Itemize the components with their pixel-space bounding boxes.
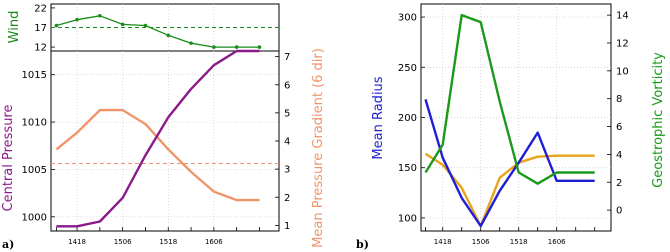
radius-grid xyxy=(421,4,611,231)
y-tick-label: 10 xyxy=(616,66,629,78)
vorticity-y-ticks xyxy=(607,11,629,217)
wind-line xyxy=(56,16,259,47)
vorticity-axis-label: Geostrophic Vorticity xyxy=(651,52,666,188)
y-tick-label: 8 xyxy=(616,94,623,106)
radius-vorticity-panel xyxy=(356,4,666,251)
y-tick-label: 1005 xyxy=(21,164,47,176)
pressure-gradient-y-ticks xyxy=(275,52,290,232)
x-tick-label: 1518 xyxy=(159,238,178,246)
y-tick-label: 12 xyxy=(34,42,47,54)
panel-b-label: b) xyxy=(356,238,369,251)
x-tick-label: 1506 xyxy=(471,238,490,246)
wind-point xyxy=(121,23,125,27)
y-tick-label: 22 xyxy=(34,3,47,15)
x-tick-label: 1418 xyxy=(433,238,452,246)
y-tick-label: 250 xyxy=(397,62,417,74)
y-tick-label: 2 xyxy=(616,177,623,189)
geostrophic-vorticity-line xyxy=(426,15,595,184)
pressure-x-ticks xyxy=(56,227,259,246)
x-tick-label: 1418 xyxy=(68,238,86,246)
wind-axis-label: Wind xyxy=(7,10,22,44)
y-tick-label: 0 xyxy=(616,205,623,217)
y-tick-label: 5 xyxy=(284,108,291,120)
y-tick-label: 150 xyxy=(397,163,417,175)
wind-point xyxy=(212,45,216,49)
wind-panel xyxy=(7,3,279,53)
pressure-gradient-line xyxy=(56,110,259,200)
panel-a-label: a) xyxy=(2,238,15,251)
pressure-panel xyxy=(1,48,326,251)
y-tick-label: 200 xyxy=(397,113,417,124)
mean-radius-line xyxy=(426,99,595,226)
pressure-series xyxy=(56,51,259,226)
pressure-grid xyxy=(51,51,279,231)
wind-point xyxy=(75,18,79,22)
y-tick-label: 12 xyxy=(616,38,629,50)
wind-point xyxy=(166,34,170,38)
central-pressure-axis-label: Central Pressure xyxy=(1,104,16,212)
wind-series xyxy=(55,14,262,49)
radius-x-ticks xyxy=(426,227,595,246)
y-tick-label: 17 xyxy=(34,23,47,34)
central-pressure-y-ticks xyxy=(22,70,55,223)
y-tick-label: 14 xyxy=(616,10,629,22)
y-tick-label: 100 xyxy=(397,213,417,225)
x-tick-label: 1518 xyxy=(509,238,528,246)
y-tick-label: 1015 xyxy=(21,70,47,82)
y-tick-label: 4 xyxy=(284,136,291,148)
wind-point xyxy=(144,24,148,28)
y-tick-label: 1010 xyxy=(21,117,47,129)
y-tick-label: 1 xyxy=(284,220,291,232)
wind-point xyxy=(258,45,262,49)
mean-radius-axis-label: Mean Radius xyxy=(371,76,386,160)
y-tick-label: 6 xyxy=(616,122,623,134)
y-tick-label: 1000 xyxy=(21,212,47,224)
y-tick-label: 2 xyxy=(284,192,291,204)
radius-plot-frame xyxy=(421,4,611,231)
x-tick-label: 1506 xyxy=(113,238,132,246)
wind-point xyxy=(98,14,102,18)
y-tick-label: 3 xyxy=(284,164,291,176)
pressure-plot-frame xyxy=(51,51,279,231)
y-tick-label: 4 xyxy=(616,149,623,161)
y-tick-label: 300 xyxy=(397,12,417,24)
pressure-gradient-axis-label: Mean Pressure Gradient (6 dir) xyxy=(311,48,326,248)
y-tick-label: 6 xyxy=(284,80,291,92)
radius-vorticity-series xyxy=(426,15,595,226)
wind-point xyxy=(189,41,193,45)
wind-y-ticks xyxy=(34,3,55,53)
wind-point xyxy=(235,45,239,49)
radius-orange-line xyxy=(426,154,595,226)
y-tick-label: 7 xyxy=(284,52,291,64)
x-tick-label: 1606 xyxy=(547,238,566,246)
wind-point xyxy=(55,24,59,28)
x-tick-label: 1606 xyxy=(204,238,223,246)
